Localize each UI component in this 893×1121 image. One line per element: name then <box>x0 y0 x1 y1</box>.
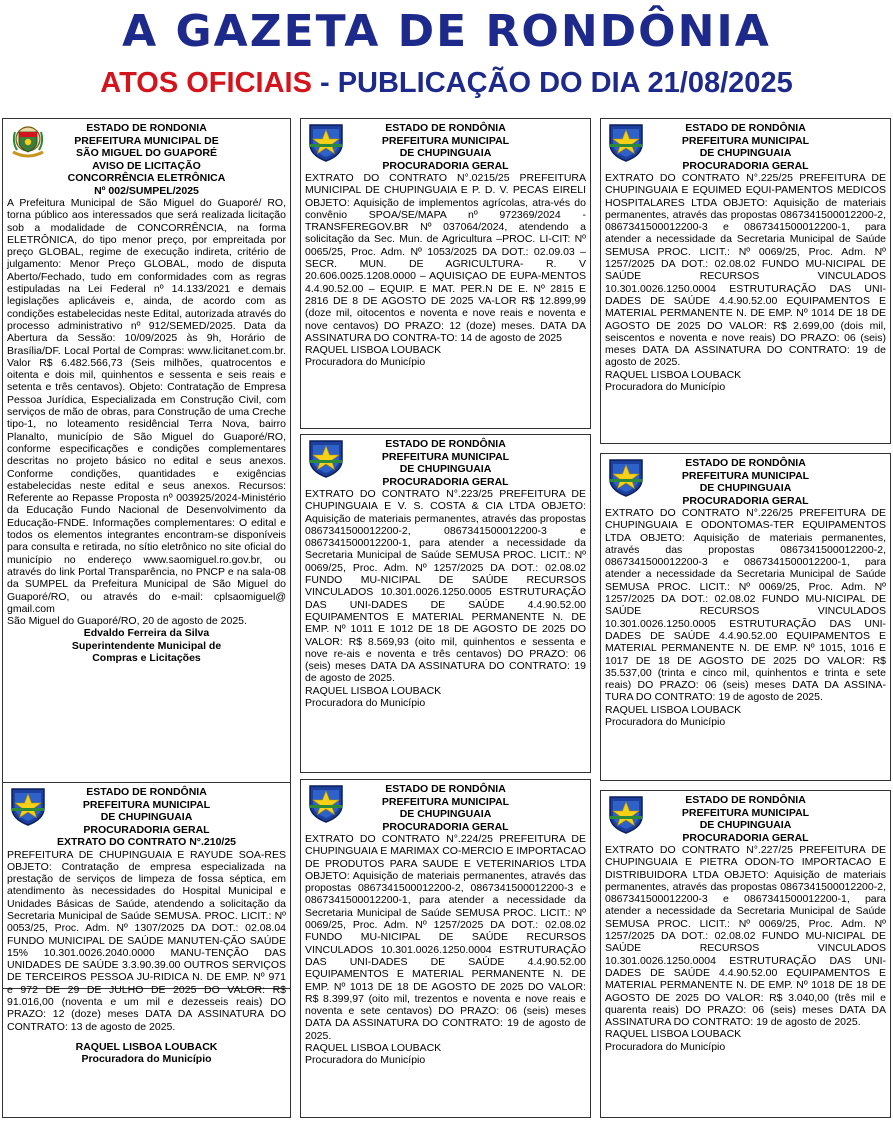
section-title: ATOS OFICIAIS <box>100 67 312 99</box>
header-line: PREFEITURA MUNICIPAL <box>681 469 810 482</box>
notice-header <box>605 122 886 172</box>
signer-title: Superintendente Municipal de <box>71 639 222 652</box>
signer-name: RAQUEL LISBOA LOUBACK <box>305 1042 442 1055</box>
header-line: PROCURADORIA GERAL <box>682 159 809 172</box>
header-line: ESTADO DE RONDÔNIA <box>685 122 806 134</box>
header-line: PROCURADORIA GERAL <box>83 823 210 836</box>
notice-contrato-227 <box>600 790 891 1118</box>
notice-contrato-0215 <box>300 118 591 429</box>
header-line: DE CHUPINGUAIA <box>100 811 193 823</box>
signer-role: Procuradora do Município <box>305 356 426 369</box>
header-line: ESTADO DE RONDÔNIA <box>385 122 506 134</box>
header-line: PROCURADORIA GERAL <box>382 159 509 172</box>
signer-role: Procuradora do Município <box>305 1054 426 1067</box>
chupinguaia-crest-icon <box>607 457 645 497</box>
header-line: ESTADO DE RONDÔNIA <box>385 783 506 795</box>
header-line: ESTADO DE RONDONIA <box>86 122 207 134</box>
header-line: PREFEITURA MUNICIPAL <box>381 450 510 463</box>
notice-header <box>305 122 586 172</box>
signer-name: RAQUEL LISBOA LOUBACK <box>305 344 442 357</box>
notice-body <box>305 833 586 1042</box>
header-line: PROCURADORIA GERAL <box>382 820 509 833</box>
notice-header <box>7 786 286 849</box>
header-line: ESTADO DE RONDÔNIA <box>86 786 207 798</box>
signer-title: Compras e Licitações <box>92 651 201 664</box>
header-line: PREFEITURA MUNICIPAL <box>381 795 510 808</box>
notice-header <box>605 457 886 507</box>
notice-header <box>305 783 586 833</box>
header-line: PREFEITURA MUNICIPAL <box>82 798 211 811</box>
header-line: CONCORRÊNCIA ELETRÔNICA <box>67 172 226 184</box>
notice-header <box>305 438 586 488</box>
notice-text: EXTRATO DO CONTRATO N°.227/25 PREFEITURA DE CHUPINGUAIA E PIETRA ODON-TO IMPORTACAO E DISTRIBUIDORA LTDA OBJETO: Aquisição de materiais permanentes, através das propostas 0867341500012200-2, 0867341500012200-3 e 0867341500012200-1, para atender a necessidade da Secretaria Municipal de Saúde SEMUSA PROC. LICIT.: Nº 0069/25, Proc. Adm. Nº 1257/2025 DA DOT.: 02.08.02 FUNDO MU-NICIPAL DE SAÚDE RECURSOS VINCULADOS 10.301.0026.1250.0004 ESTRUTURAÇÃO DAS UNI-DADES DE SAÚDE 4.4.90.52.00 EQUIPAMENTOS E MATERIAL PERMANENTE N. DE EMP. Nº 1018 DE 18 DE AGOSTO DE 2025 DO VALOR: R$ 3.040,00 (três mil e quarenta reais) DO PRAZO: 06 (seis) meses DATA DA ASSINATURA DO CONTRATO: 19 de agosto de 2025. <box>605 844 886 1029</box>
notice-header <box>7 122 286 197</box>
chupinguaia-crest-icon <box>307 122 345 162</box>
header-line: ESTADO DE RONDÔNIA <box>385 438 506 450</box>
signer-role: Procuradora do Município <box>605 1040 726 1053</box>
header-line: PROCURADORIA GERAL <box>382 475 509 488</box>
chupinguaia-crest-icon <box>607 794 645 834</box>
notice-contrato-210 <box>2 782 291 1118</box>
header-line: Nº 002/SUMPEL/2025 <box>94 184 199 197</box>
signer-name: RAQUEL LISBOA LOUBACK <box>605 368 742 381</box>
notice-body <box>605 172 886 369</box>
signer-name: RAQUEL LISBOA LOUBACK <box>605 1028 742 1041</box>
notice-text: PREFEITURA DE CHUPINGUAIA E RAYUDE SOA-RES OBJETO: Contratação de empresa especializada na prestação de serviços de limpeza de fossa séptica, em atendimento às necessidades do Hospital Municipal e Unidades Básicas de Saúde, atendendo a solicitação da Secretaria Municipal de Saúde SEMUSA. PROC. LICIT.: Nº 0053/25, Proc. Adm. Nº 1307/2025 DA DOT.: 02.08.04 FUNDO MUNICIPAL DE SAÚDE MANUTEN-ÇÃO SAÚDE 15% 10.301.0026.2040.0000 MANU-TENÇÃO DAS UNIDADES DE SAÚDE 3.3.90.39.00 OUTROS SERVIÇOS DE TERCEIROS PESSOA JU-RIDICA N. DE EMP. Nº 971 e 972 DE 29 DE JULHO DE 2025 DO VALOR: R$ 91.016,00 (noventa e um mil e dezesseis reais) DO PRAZO: 12 (doze) meses DATA DA ASSINATURA DO CONTRATO: 13 de agosto de 2025. <box>7 848 286 1033</box>
chupinguaia-crest-icon <box>307 783 345 823</box>
header-line: PREFEITURA MUNICIPAL <box>681 806 810 819</box>
signer-name: RAQUEL LISBOA LOUBACK <box>605 703 742 716</box>
chupinguaia-crest-icon <box>9 786 47 826</box>
notice-header <box>605 794 886 844</box>
notice-body <box>7 197 286 615</box>
notice-body <box>605 844 886 1028</box>
header-line: PROCURADORIA GERAL <box>682 831 809 844</box>
notice-contrato-223 <box>300 434 591 773</box>
header-line: PREFEITURA MUNICIPAL DE <box>74 134 219 147</box>
sao-miguel-crest-icon <box>9 122 47 162</box>
header-line: EXTRATO DO CONTRATO N°.210/25 <box>56 836 237 848</box>
header-line: DE CHUPINGUAIA <box>399 147 492 159</box>
subtitle-separator: - <box>311 67 338 99</box>
notice-date-line: São Miguel do Guaporé/RO, 20 de agosto de 2025. <box>7 615 247 628</box>
header-line: AVISO DE LICITAÇÃO <box>92 159 201 172</box>
notice-text: EXTRATO DO CONTRATO N°.0215/25 PREFEITURA MUNICIPAL DE CHUPINGUAIA E P. D. V. PECAS EIRELI OBJETO: Aquisição de implementos agrícolas, atra-vés do convênio SPOA/SE/MAPA nº 972369/2024 - TRANSFEREGOV.BR Nº 037064/2024, atendendo a solicitação da Sec. Mun. de Agricultura –PROC. LI-CIT: Nº 0065/25, Proc. Adm. Nº 1053/2025 DA DOT.: 02.09.03 – SECR. MUN. DE AGRICULTURA- R. V 20.606.0025.1208.0000 – AQUISIÇAO DE EUPA-MENTOS 4.4.90.52.00 – EQUIP. E MAT. PER.N DE E. Nº 2815 E 2816 DE 8 DE AGOSTO DE 2025 VA-LOR R$ 12.899,99 (doze mil, oitocentos e noventa e nove reais e noventa e nove centavos) DO PRAZO: 12 (doze) meses. DATA DA ASSINATURA DO CONTRA-TO: 14 de agosto de 2025 <box>305 172 586 344</box>
signer-role: Procuradora do Município <box>81 1053 212 1066</box>
notice-body <box>7 849 286 1033</box>
notice-text: EXTRATO DO CONTRATO N°.223/25 PREFEITURA DE CHUPINGUAIA E V. S. COSTA & CIA LTDA OBJETO: Aquisição de materiais permanentes, através das propostas 0867341500012200-2, 0867341500012200-3 e 0867341500012200-1, para atender a necessidade da Secretaria Municipal de Saúde SEMUSA PROC. LICIT.: Nº 0069/25, Proc. Adm. Nº 1257/2025 DA DOT.: 02.08.02 FUNDO MU-NICIPAL DE SAÚDE RECURSOS VINCULADOS 10.301.0026.1250.0005 ESTRUTURAÇÃO DAS UNI-DADES DE SAÚDE 4.4.90.52.00 EQUIPAMENTOS E MATERIAL PERMANENTE N. DE EMP. Nº 1011 E 1012 DE 18 DE AGOSTO DE 2025 DO VALOR: R$ 8.569,93 (oito mil, quinhentos e sessenta e nove re-ais e noventa e três centavos) DO PRAZO: 06 (seis) meses DATA DA ASSINATURA DO CONTRATO: 19 de agosto de 2025. <box>305 488 586 685</box>
header-line: DE CHUPINGUAIA <box>699 819 792 831</box>
header-line: PREFEITURA MUNICIPAL <box>681 134 810 147</box>
header-line: DE CHUPINGUAIA <box>699 482 792 494</box>
publication-date-label: PUBLICAÇÃO DO DIA 21/08/2025 <box>337 67 793 99</box>
notice-text: EXTRATO DO CONTRATO N°.224/25 PREFEITURA DE CHUPINGUAIA E MARIMAX CO-MERCIO E IMPORTACAO DE PRODUTOS PARA SAUDE E VETERINARIOS LTDA OBJETO: Aquisição de materiais permanentes, através das propostas 0867341500012200-2, 0867341500012200-3 e 0867341500012200-1, para atender a necessidade da Secretaria Municipal de Saúde SEMUSA PROC. LICIT.: Nº 0069/25, Proc. Adm. Nº 1257/2025 DA DOT.: 02.08.02 FUNDO MU-NICIPAL DE SAÚDE RECURSOS VINCULADOS 10.301.0026.1250.0004 ESTRUTURAÇÃO DAS UNI-DADES DE SAÚDE 4.4.90.52.00 EQUIPAMENTOS E MATERIAL PERMANENTE N. DE EMP. Nº 1013 DE 18 DE AGOSTO DE 2025 DO VALOR: R$ 8.399,97 (oito mil, trezentos e noventa e nove reais e noventa e sete centavos) DO PRAZO: 06 (seis) meses DATA DA ASSINATURA DO CONTRATO: 19 de agosto de 2025. <box>305 833 586 1042</box>
signer-role: Procuradora do Município <box>605 381 726 394</box>
header-line: DE CHUPINGUAIA <box>699 147 792 159</box>
notice-text: EXTRATO DO CONTRATO N°.225/25 PREFEITURA DE CHUPINGUAIA E EQUIMED EQUI-PAMENTOS MEDICOS HOSPITALARES LTDA OBJETO: Aquisição de materiais permanentes, através das propostas 0867341500012200-2, 0867341500012200-3 e 0867341500012200-1, para atender a necessidade da Secretaria Municipal de Saúde SEMUSA PROC. LICIT.: Nº 0069/25, Proc. Adm. Nº 1257/2025 DA DOT.: 02.08.02 FUNDO MU-NICIPAL DE SAÚDE RECURSOS VINCULADOS 10.301.0026.1250.0004 ESTRUTURAÇÃO DAS UNI-DADES DE SAÚDE 4.4.90.52.00 EQUIPAMENTOS E MATERIAL PERMANENTE N. DE EMP. Nº 1014 DE 18 DE AGOSTO DE 2025 DO VALOR: R$ 2.699,00 (dois mil, seiscentos e noventa e nove reais) DO PRAZO: 06 (seis) meses DATA DA ASSINATURA DO CONTRATO: 19 de agosto de 2025. <box>605 172 886 369</box>
header-line: ESTADO DE RONDÔNIA <box>685 457 806 469</box>
header-line: PROCURADORIA GERAL <box>682 494 809 507</box>
header-line: ESTADO DE RONDÔNIA <box>685 794 806 806</box>
header-line: SÃO MIGUEL DO GUAPORÉ <box>76 147 217 159</box>
signer-name: Edvaldo Ferreira da Silva <box>83 627 210 640</box>
notice-contrato-226 <box>600 453 891 781</box>
publication-subtitle <box>0 66 893 100</box>
notice-contrato-225 <box>600 118 891 444</box>
notice-body <box>305 172 586 344</box>
signer-role: Procuradora do Município <box>605 716 726 729</box>
chupinguaia-crest-icon <box>307 438 345 478</box>
notice-contrato-224 <box>300 779 591 1118</box>
notice-text: EXTRATO DO CONTRATO N°.226/25 PREFEITURA DE CHUPINGUAIA E ODONTOMAS-TER EQUIPAMENTOS LTDA OBJETO: Aquisição de materiais permanentes, através das propostas 0867341500012200-2, 0867341500012200-3 e 0867341500012200-1, para atender a necessidade da Secretaria Municipal de Saúde SEMUSA PROC. LICIT.: Nº 0069/25, Proc. Adm. Nº 1257/2025 DA DOT.: 02.08.02 FUNDO MU-NICIPAL DE SAÚDE RECURSOS VINCULADOS 10.301.0026.1250.0005 ESTRUTURAÇÃO DAS UNI-DADES DE SAÚDE 4.4.90.52.00 EQUIPAMENTOS E MATERIAL PERMANENTE N. DE EMP. Nº 1015, 1016 E 1017 DE 18 DE AGOSTO DE 2025 DO VALOR: R$ 35.537,00 (trinta e cinco mil, quinhentos e trinta e sete reais) DO PRAZO: 06 (seis) meses DATA DA ASSINA-TURA DO CONTRATO: 19 de agosto de 2025. <box>605 507 886 704</box>
header-line: DE CHUPINGUAIA <box>399 463 492 475</box>
signer-name: RAQUEL LISBOA LOUBACK <box>305 684 442 697</box>
header-line: PREFEITURA MUNICIPAL <box>381 134 510 147</box>
header-line: DE CHUPINGUAIA <box>399 808 492 820</box>
notice-text: A Prefeitura Municipal de São Miguel do Guaporé/ RO, torna público aos interessados que será realizada licitação sob a modalidade de CONCORRÊNCIA, na forma ELETRÔNICA, do tipo menor preço, por empreitada por preço GLOBAL, regime de execução indireta, critério de julgamento: Menor Preço GLOBAL, modo de disputa Aberto/Fechado, tudo em conformidades com as regras estipuladas na Lei Federal nº 14.133/2021 e demais legislações aplicáveis e, ainda, de acordo com as condições estabelecidas neste Edital, autorizada através do processo administrativo nº 912/SEMED/2025. Data da Abertura da Sessão: 10/09/2025 às 9h, Horário de Brasília/DF. Local Portal de Compras: www.licitanet.com.br. Valor R$ 6.482.566,73 (Seis milhões, quatrocentos e oitenta e dois mil, quinhentos e sessenta e seis reais e setenta e três centavos). Objeto: Contratação de Empresa Pessoa Jurídica, Especializada em Construção Civil, com serviços de mão de obras, para Construção de uma Creche tipo-1, no loteamento residêncial Terra Nova, bairro Planalto, município de São Miguel do Guaporé/RO, conforme especificações e condições complementares descritas no projeto básico no edital e seus anexos. Conforme condições, quantidades e exigências estabelecidas neste edital e seus anexos. Recursos: Referente ao Repasse Proposta nº 003925/2024-Ministério da Educação Fundo Nacional de Desenvolvimento da Educação-FNDE. Informações complementares: O edital e todos os elementos integrantes encontram-se disponíveis para consulta e retirada, no sítio eletrônico no site oficial do município no endereço www.saomiguel.ro.gov.br, ou através do link Portal Transparência, no PNCP e na sala-08 da SUMPEL da Prefeitura Municipal de São Miguel do Guaporé/RO, ou através do e-mail: cplsaomiguel@ gmail.com <box>7 197 287 615</box>
signer-name: RAQUEL LISBOA LOUBACK <box>75 1040 218 1053</box>
signer-role: Procuradora do Município <box>305 697 426 710</box>
newspaper-title: A GAZETA DE RONDÔNIA <box>122 6 771 57</box>
notice-body <box>605 507 886 704</box>
notice-body <box>305 488 586 685</box>
chupinguaia-crest-icon <box>607 122 645 162</box>
